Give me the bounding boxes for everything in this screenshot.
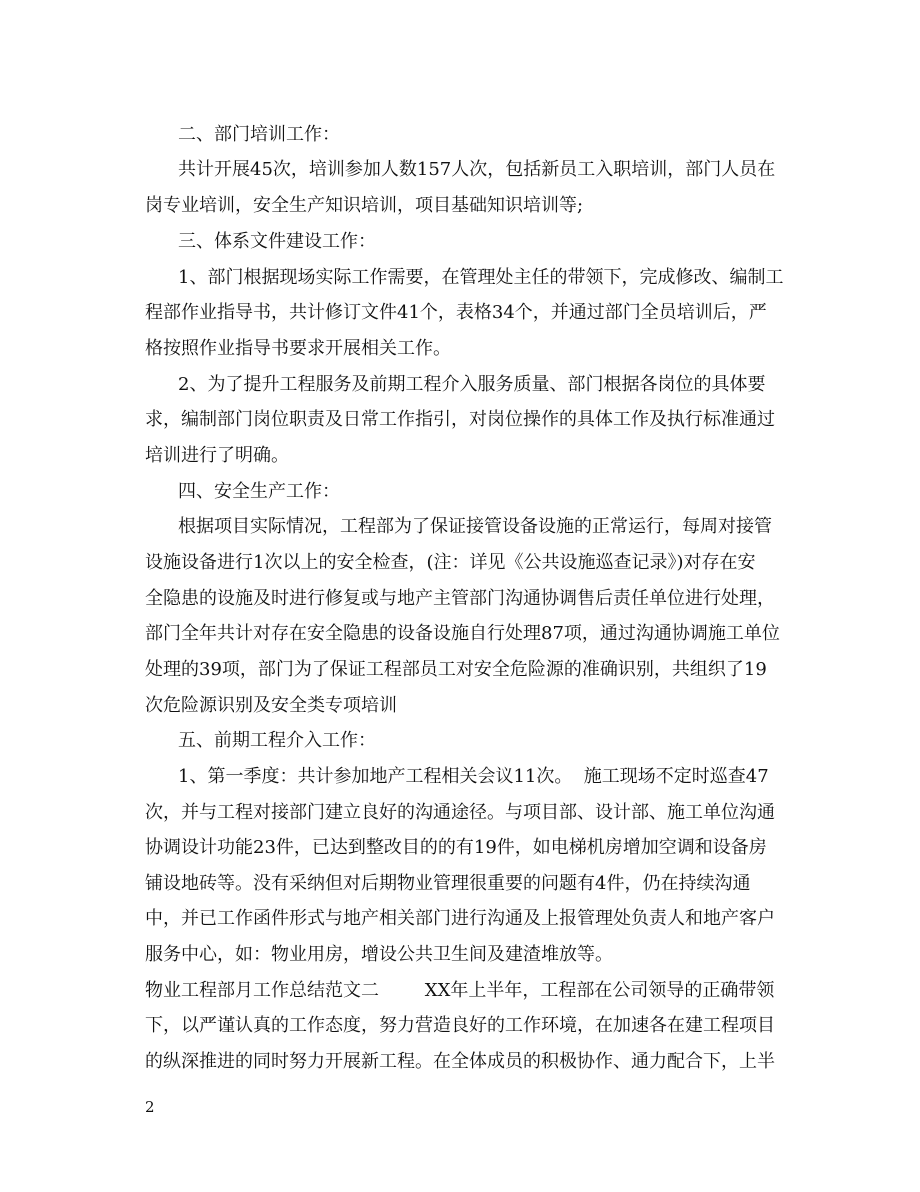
paragraph-line: 次危险源识别及安全类专项培训 <box>145 695 397 716</box>
paragraph-line: 的纵深推进的同时努力开展新工程。在全体成员的积极协作、通力配合下，上半 <box>145 1051 775 1072</box>
paragraph-line: 岗专业培训，安全生产知识培训，项目基础知识培训等; <box>145 195 584 216</box>
paragraph-line: 协调设计功能23件，已达到整改目的的有19件，如电梯机房增加空调和设备房 <box>145 837 767 858</box>
heading-early-involvement: 五、前期工程介入工作： <box>178 730 376 751</box>
paragraph-line: 下，以严谨认真的工作态度，努力营造良好的工作环境，在加速各在建工程项目 <box>145 1015 775 1036</box>
paragraph-line: 全隐患的设施及时进行修复或与地产主管部门沟通协调售后责任单位进行处理， <box>145 588 775 609</box>
paragraph-line: 格按照作业指导书要求开展相关工作。 <box>145 338 451 359</box>
heading-training: 二、部门培训工作： <box>178 124 340 145</box>
heading-safety: 四、安全生产工作： <box>178 481 340 502</box>
paragraph-line: 处理的39项，部门为了保证工程部员工对安全危险源的准确识别，共组织了19 <box>145 659 767 680</box>
paragraph-line: 1、第一季度：共计参加地产工程相关会议11次。 施工现场不定时巡查47 <box>178 766 769 787</box>
paragraph-line: 中，并已工作函件形式与地产相关部门进行沟通及上报管理处负责人和地产客户 <box>145 908 775 929</box>
paragraph-line: 设施设备进行1次以上的安全检查，(注：详见《公共设施巡查记录》)对存在安 <box>145 552 756 573</box>
paragraph-line: 培训进行了明确。 <box>145 445 289 466</box>
paragraph-line: 2、为了提升工程服务及前期工程介入服务质量、部门根据各岗位的具体要 <box>178 374 766 395</box>
paragraph-line: 服务中心，如：物业用房，增设公共卫生间及建渣堆放等。 <box>145 944 613 965</box>
paragraph-line: 求，编制部门岗位职责及日常工作指引，对岗位操作的具体工作及执行标准通过 <box>145 409 775 430</box>
paragraph-line: 1、部门根据现场实际工作需要，在管理处主任的带领下，完成修改、编制工 <box>178 267 784 288</box>
paragraph-line: 根据项目实际情况，工程部为了保证接管设备设施的正常运行，每周对接管 <box>178 516 772 537</box>
paragraph-line: 部门全年共计对存在安全隐患的设备设施自行处理87项，通过沟通协调施工单位 <box>145 623 780 644</box>
paragraph-line: 铺设地砖等。没有采纳但对后期物业管理很重要的问题有4件，仍在持续沟通 <box>145 873 751 894</box>
article-two-title-line: 物业工程部月工作总结范文二 XX年上半年，工程部在公司领导的正确带领 <box>145 980 775 1001</box>
paragraph-line: 共计开展45次，培训参加人数157人次，包括新员工入职培训，部门人员在 <box>178 159 776 180</box>
paragraph-line: 次，并与工程对接部门建立良好的沟通途径。与项目部、设计部、施工单位沟通 <box>145 802 775 823</box>
paragraph-line: 程部作业指导书，共计修订文件41个，表格34个，并通过部门全员培训后，严 <box>145 302 767 323</box>
heading-system-docs: 三、体系文件建设工作： <box>178 231 376 252</box>
page-number: 2 <box>145 1098 155 1116</box>
